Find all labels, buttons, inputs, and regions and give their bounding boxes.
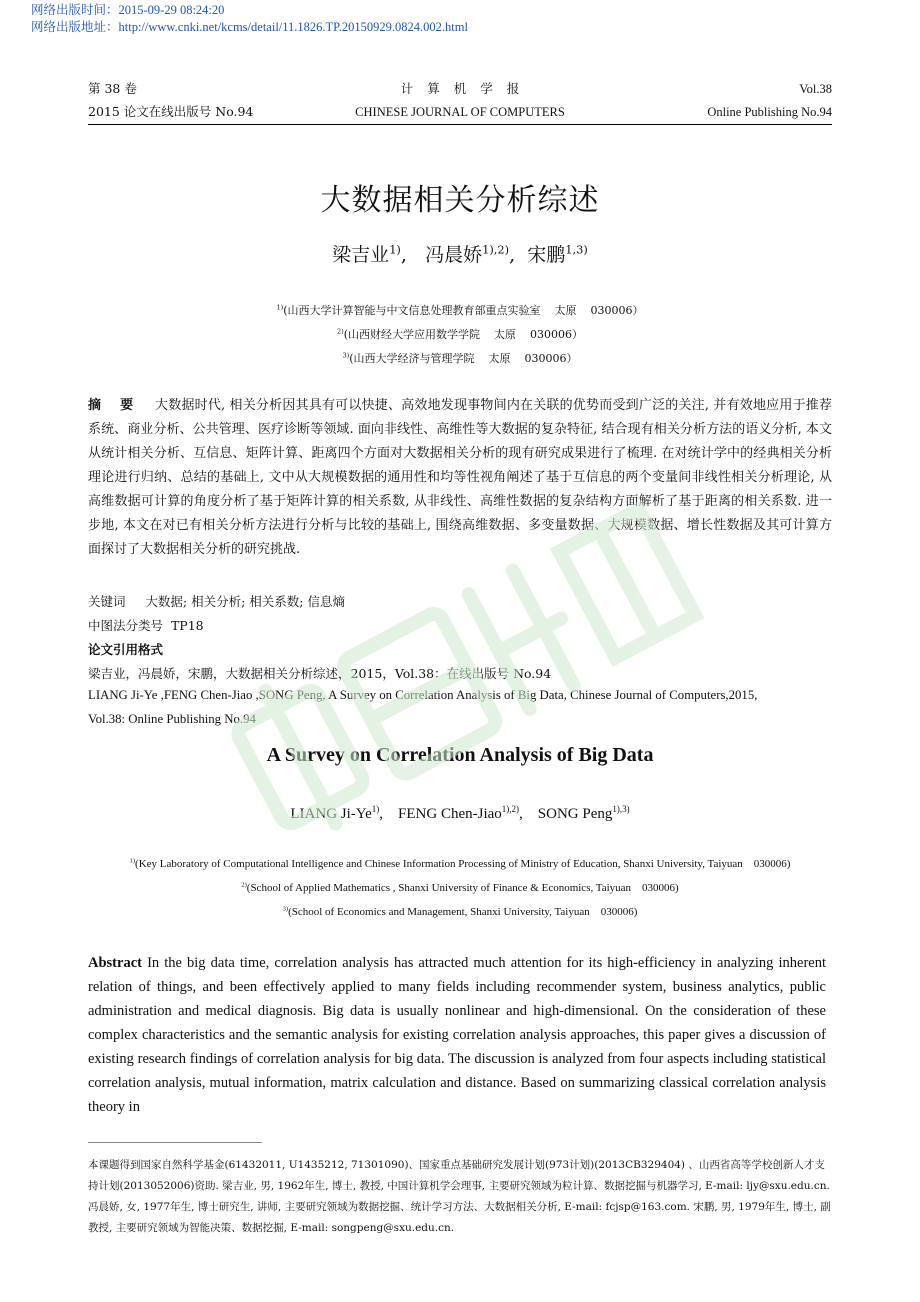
affiliation-en-1 <box>0 858 920 870</box>
journal-name-en: CHINESE JOURNAL OF COMPUTERS <box>355 105 565 119</box>
abstract-en-text: In the big data time, correlation analysis has attracted much attention for its high-efficiency in analyzing inherent relation of things, and been effectively applied to many fields including recommender system, business analytics, public administration and medical diagnosis. Big data is usually nonlinear and high-dimensional. On the consideration of these complex characteristics and the semantic analysis for existing correlation analysis approaches, this paper gives a discussion of existing research findings of correlation analysis for big data. The discussion is analyzed from four aspects including statistical correlation analysis, mutual information, matrix calculation and distance. Based on summarizing classical correlation analysis theory in <box>88 955 827 1115</box>
affiliation-text: (山西大学经济与管理学院 太原 030006） <box>349 352 578 365</box>
issue-en: Online Publishing No.94 <box>707 105 832 119</box>
clc-line <box>88 616 848 634</box>
journal-name-cn: 计算机学报 <box>400 81 534 96</box>
online-publishing-meta <box>31 2 468 36</box>
clc-label: 中图法分类号 <box>88 618 164 633</box>
citation-cn: 梁吉业，冯晨娇，宋鹏，大数据相关分析综述，2015，Vol.38：在线出版号 No.94 <box>88 666 552 681</box>
affiliation-text: (山西大学计算智能与中文信息处理教育部重点实验室 太原 030006） <box>283 304 644 317</box>
author-en-1-sup: 1) <box>371 804 380 814</box>
paper-title-cn: 大数据相关分析综述 <box>320 183 600 218</box>
author-cn-2: 冯晨娇 <box>425 244 483 266</box>
abstract-cn <box>88 394 832 562</box>
author-cn-3-sup: 1,3) <box>565 242 588 257</box>
citation-en-line-2: Vol.38: Online Publishing No.94 <box>88 712 256 726</box>
issue-cn: 2015 论文在线出版号 No.94 <box>88 104 254 119</box>
affiliation-sup: 2) <box>241 881 247 889</box>
affiliation-sup: 2) <box>336 327 344 336</box>
abstract-cn-label: 摘 要 <box>88 398 134 413</box>
author-en-2-sup: 1),2) <box>501 804 520 814</box>
footnote-rule <box>88 1142 262 1143</box>
affiliation-text: (山西财经大学应用数学学院 太原 030006） <box>343 328 584 341</box>
paper-title-en: A Survey on Correlation Analysis of Big Data <box>266 744 654 766</box>
keywords-line <box>88 592 848 610</box>
affiliation-sup: 3) <box>342 351 350 360</box>
author-cn-1: 梁吉业 <box>332 244 390 266</box>
online-address-link[interactable]: http://www.cnki.net/kcms/detail/11.1826.TP.20150929.0824.002.html <box>118 20 468 34</box>
citation-en-line-1: LIANG Ji-Ye ,FENG Chen-Jiao ,SONG Peng, A Survey on Correlation Analysis of Big Data, Chinese Journal of Computers,2015, <box>88 688 758 702</box>
affiliation-cn-2 <box>0 326 920 342</box>
author-cn-2-sup: 1),2) <box>482 242 510 257</box>
citation-label: 论文引用格式 <box>88 642 164 657</box>
affiliation-text: (School of Applied Mathematics , Shanxi University of Finance & Economics, Taiyuan 030006) <box>246 882 679 894</box>
volume-cn: 第 38 卷 <box>88 81 137 96</box>
affiliation-cn-3 <box>0 350 920 366</box>
authors-cn <box>0 240 920 267</box>
affiliation-en-3 <box>0 906 920 918</box>
clc-code: TP18 <box>170 618 204 633</box>
affiliation-cn-1 <box>0 302 920 318</box>
author-sep: , <box>509 244 522 266</box>
abstract-cn-text: 大数据时代, 相关分析因其具有可以快捷、高效地发现事物间内在关联的优势而受到广泛的关注, 并有效地应用于推荐系统、商业分析、公共管理、医疗诊断等领域. 面向非线性、高维性等大数据的复杂特征, 结合现有相关分析方法的语义分析, 本文从统计相关分析、互信息、矩阵计算、距离四个方面对大数据相关分析的现有研究成果进行了梳理. 在对统计学中的经典相关分析理论进行归纳、总结的基础上, 文中从大规模数据的通用性和均等性视角阐述了基于互信息的两个变量间非线性相关分析理论, 从高维数据可计算的角度分析了基于矩阵计算的相关系数, 从非线性、高维性数据的复杂结构方面解析了基于距离的相关系数. 进一步地, 本文在对已有相关分析方法进行分析与比较的基础上, 围绕高维数据、多变量数据、大规模数据、增长性数据及其可计算方面探讨了大数据相关分析的研究挑战. <box>88 398 832 557</box>
abstract-en-label: Abstract <box>88 955 142 971</box>
author-en-3: SONG Peng <box>537 806 613 822</box>
affiliation-sup: 3) <box>282 905 289 913</box>
affiliation-text: (Key Laboratory of Computational Intelligence and Chinese Information Processing of Ministry of Education, Shanxi University, Taiyuan 030006) <box>135 858 791 870</box>
author-cn-3: 宋鹏 <box>527 244 566 266</box>
online-publish-address <box>31 19 468 36</box>
online-publish-time: 网络出版时间：2015-09-29 08:24:20 <box>31 3 225 17</box>
funding-footnote: 本课题得到国家自然科学基金(61432011, U1435212, 71301090)、国家重点基础研究发展计划(973计划)(2013CB329404) 、山西省高等学校创新人才支持计划(2013052006)资助. 梁吉业, 男, 1962年生, 博士, 教授, 中国计算机学会理事, 主要研究领域为粒计算、数据挖掘与机器学习, E-mail: ljy@sxu.edu.cn. 冯晨娇, 女, 1977年生, 博士研究生, 讲师, 主要研究领域为数据挖掘、统计学习方法、大数据相关分析, E-mail: fcjsp@163.com. 宋鹏, 男, 1979年生, 博士, 副教授, 主要研究领域为智能决策、数据挖掘, E-mail: songpeng@sxu.edu.cn. <box>88 1159 831 1234</box>
author-en-3-sup: 1),3) <box>612 804 630 814</box>
affiliation-sup: 1) <box>276 303 284 312</box>
author-sep: , <box>400 244 420 266</box>
abstract-en <box>88 951 826 1119</box>
volume-en: Vol.38 <box>799 82 832 96</box>
affiliation-text: (School of Economics and Management, Shanxi University, Taiyuan 030006) <box>288 906 638 918</box>
online-address-label: 网络出版地址： <box>31 20 119 34</box>
authors-en: LIANG Ji-Ye$^{1)}$, FENG Chen-Jiao$^{1),2)}$, SONG Peng$^{1),3)}$ <box>290 804 630 822</box>
running-header-row-1 <box>88 80 832 98</box>
author-cn-1-sup: 1) <box>389 242 401 257</box>
header-rule <box>88 124 832 125</box>
affiliation-en-2 <box>0 882 920 894</box>
running-header-row-2 <box>88 103 832 121</box>
author-en-2: FENG Chen-Jiao <box>398 806 502 822</box>
keywords-text: 大数据; 相关分析; 相关系数; 信息熵 <box>145 594 345 609</box>
author-en-1: LIANG Ji-Ye <box>290 806 372 822</box>
affiliation-sup: 1) <box>129 857 136 865</box>
keywords-label: 关键词 <box>88 594 126 609</box>
